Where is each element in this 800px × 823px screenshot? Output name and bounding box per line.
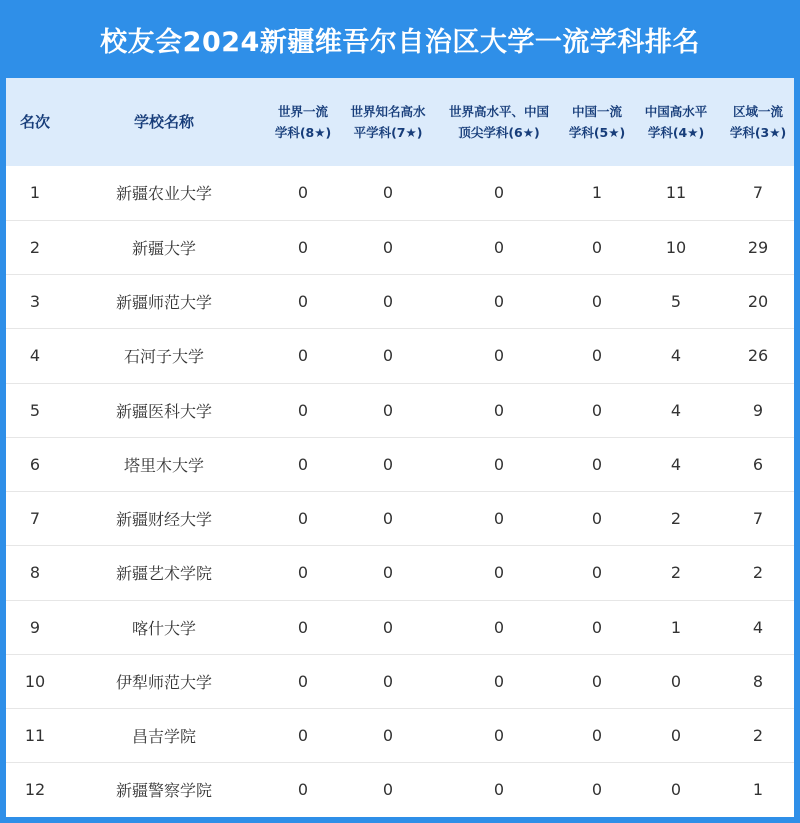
value-cell: 0 (434, 763, 564, 817)
table-row (6, 654, 794, 708)
table-row (6, 329, 794, 383)
rank-cell: 1 (6, 166, 64, 220)
school-cell: 新疆财经大学 (64, 492, 264, 546)
value-cell: 0 (434, 275, 564, 329)
rank-cell: 2 (6, 220, 64, 274)
value-cell: 0 (342, 492, 434, 546)
value-cell: 2 (630, 492, 722, 546)
col-header-school: 学校名称 (133, 112, 194, 131)
col-header-regional-first-class (722, 78, 794, 166)
rank-cell: 7 (6, 492, 64, 546)
table-header-row (6, 78, 794, 166)
header-line: 学科(4★) (647, 125, 705, 140)
ranking-table-panel (6, 78, 794, 817)
value-cell: 0 (264, 383, 342, 437)
table-row (6, 437, 794, 491)
rank-cell: 5 (6, 383, 64, 437)
col-header-china-high-level (630, 78, 722, 166)
col-header-rank: 名次 (19, 112, 50, 131)
value-cell: 11 (630, 166, 722, 220)
value-cell: 0 (434, 383, 564, 437)
school-cell: 昌吉学院 (64, 709, 264, 763)
table-body (6, 166, 794, 817)
value-cell: 0 (564, 546, 630, 600)
header-line: 顶尖学科(6★) (458, 125, 540, 140)
school-cell: 塔里木大学 (64, 437, 264, 491)
col-header-world-high-level (434, 78, 564, 166)
value-cell: 0 (434, 437, 564, 491)
header-line: 世界一流 (277, 104, 328, 119)
value-cell: 0 (264, 600, 342, 654)
value-cell: 0 (342, 383, 434, 437)
header-line: 学科(8★) (274, 125, 332, 140)
page-title: 校友会2024新疆维吾尔自治区大学一流学科排名 (100, 26, 700, 58)
value-cell: 0 (434, 166, 564, 220)
value-cell: 9 (722, 383, 794, 437)
school-cell: 新疆艺术学院 (64, 546, 264, 600)
col-header-china-first-class (564, 78, 630, 166)
table-row (6, 275, 794, 329)
header-line: 中国一流 (571, 104, 622, 119)
value-cell: 0 (342, 166, 434, 220)
table-row (6, 763, 794, 817)
school-cell: 新疆师范大学 (64, 275, 264, 329)
value-cell: 0 (564, 492, 630, 546)
value-cell: 0 (342, 763, 434, 817)
table-row (6, 600, 794, 654)
value-cell: 0 (264, 763, 342, 817)
header-line: 世界知名高水 (350, 104, 426, 119)
value-cell: 7 (722, 492, 794, 546)
value-cell: 1 (630, 600, 722, 654)
col-header-world-renowned (342, 78, 434, 166)
ranking-table (6, 78, 794, 817)
value-cell: 0 (564, 275, 630, 329)
rank-cell: 4 (6, 329, 64, 383)
value-cell: 0 (342, 220, 434, 274)
school-cell: 新疆警察学院 (64, 763, 264, 817)
value-cell: 0 (434, 546, 564, 600)
value-cell: 0 (434, 492, 564, 546)
value-cell: 2 (722, 546, 794, 600)
value-cell: 0 (264, 275, 342, 329)
col-header-world-first-class (264, 78, 342, 166)
value-cell: 0 (564, 329, 630, 383)
value-cell: 0 (434, 600, 564, 654)
table-row (6, 492, 794, 546)
value-cell: 0 (564, 220, 630, 274)
value-cell: 0 (264, 329, 342, 383)
value-cell: 8 (722, 654, 794, 708)
value-cell: 26 (722, 329, 794, 383)
value-cell: 1 (722, 763, 794, 817)
table-row (6, 166, 794, 220)
header-line: 学科(5★) (568, 125, 626, 140)
rank-cell: 6 (6, 437, 64, 491)
value-cell: 0 (342, 546, 434, 600)
value-cell: 0 (264, 654, 342, 708)
value-cell: 0 (630, 763, 722, 817)
value-cell: 2 (722, 709, 794, 763)
value-cell: 0 (342, 709, 434, 763)
value-cell: 0 (342, 600, 434, 654)
value-cell: 0 (264, 166, 342, 220)
value-cell: 0 (564, 654, 630, 708)
school-cell: 喀什大学 (64, 600, 264, 654)
value-cell: 20 (722, 275, 794, 329)
header-line: 学科(3★) (729, 125, 787, 140)
value-cell: 0 (342, 329, 434, 383)
value-cell: 4 (630, 383, 722, 437)
value-cell: 2 (630, 546, 722, 600)
table-row (6, 383, 794, 437)
value-cell: 5 (630, 275, 722, 329)
value-cell: 1 (564, 166, 630, 220)
value-cell: 7 (722, 166, 794, 220)
value-cell: 10 (630, 220, 722, 274)
table-row (6, 546, 794, 600)
rank-cell: 12 (6, 763, 64, 817)
rank-cell: 10 (6, 654, 64, 708)
header-line: 平学科(7★) (353, 125, 423, 140)
value-cell: 4 (630, 329, 722, 383)
value-cell: 0 (342, 654, 434, 708)
value-cell: 0 (564, 763, 630, 817)
school-cell: 新疆农业大学 (64, 166, 264, 220)
value-cell: 0 (342, 437, 434, 491)
value-cell: 0 (564, 600, 630, 654)
value-cell: 0 (434, 329, 564, 383)
header-line: 中国高水平 (644, 104, 708, 119)
value-cell: 0 (264, 220, 342, 274)
value-cell: 0 (342, 275, 434, 329)
value-cell: 0 (564, 437, 630, 491)
rank-cell: 3 (6, 275, 64, 329)
header-line: 世界高水平、中国 (448, 104, 549, 119)
value-cell: 0 (264, 437, 342, 491)
rank-cell: 11 (6, 709, 64, 763)
table-row (6, 220, 794, 274)
value-cell: 0 (434, 220, 564, 274)
value-cell: 29 (722, 220, 794, 274)
rank-cell: 8 (6, 546, 64, 600)
value-cell: 0 (264, 492, 342, 546)
value-cell: 0 (564, 709, 630, 763)
value-cell: 0 (630, 654, 722, 708)
value-cell: 0 (434, 709, 564, 763)
value-cell: 0 (434, 654, 564, 708)
value-cell: 4 (722, 600, 794, 654)
value-cell: 0 (630, 709, 722, 763)
value-cell: 0 (564, 383, 630, 437)
rank-cell: 9 (6, 600, 64, 654)
value-cell: 4 (630, 437, 722, 491)
header-line: 区域一流 (732, 104, 783, 119)
value-cell: 6 (722, 437, 794, 491)
school-cell: 石河子大学 (64, 329, 264, 383)
school-cell: 伊犁师范大学 (64, 654, 264, 708)
school-cell: 新疆大学 (64, 220, 264, 274)
value-cell: 0 (264, 546, 342, 600)
table-row (6, 709, 794, 763)
school-cell: 新疆医科大学 (64, 383, 264, 437)
value-cell: 0 (264, 709, 342, 763)
